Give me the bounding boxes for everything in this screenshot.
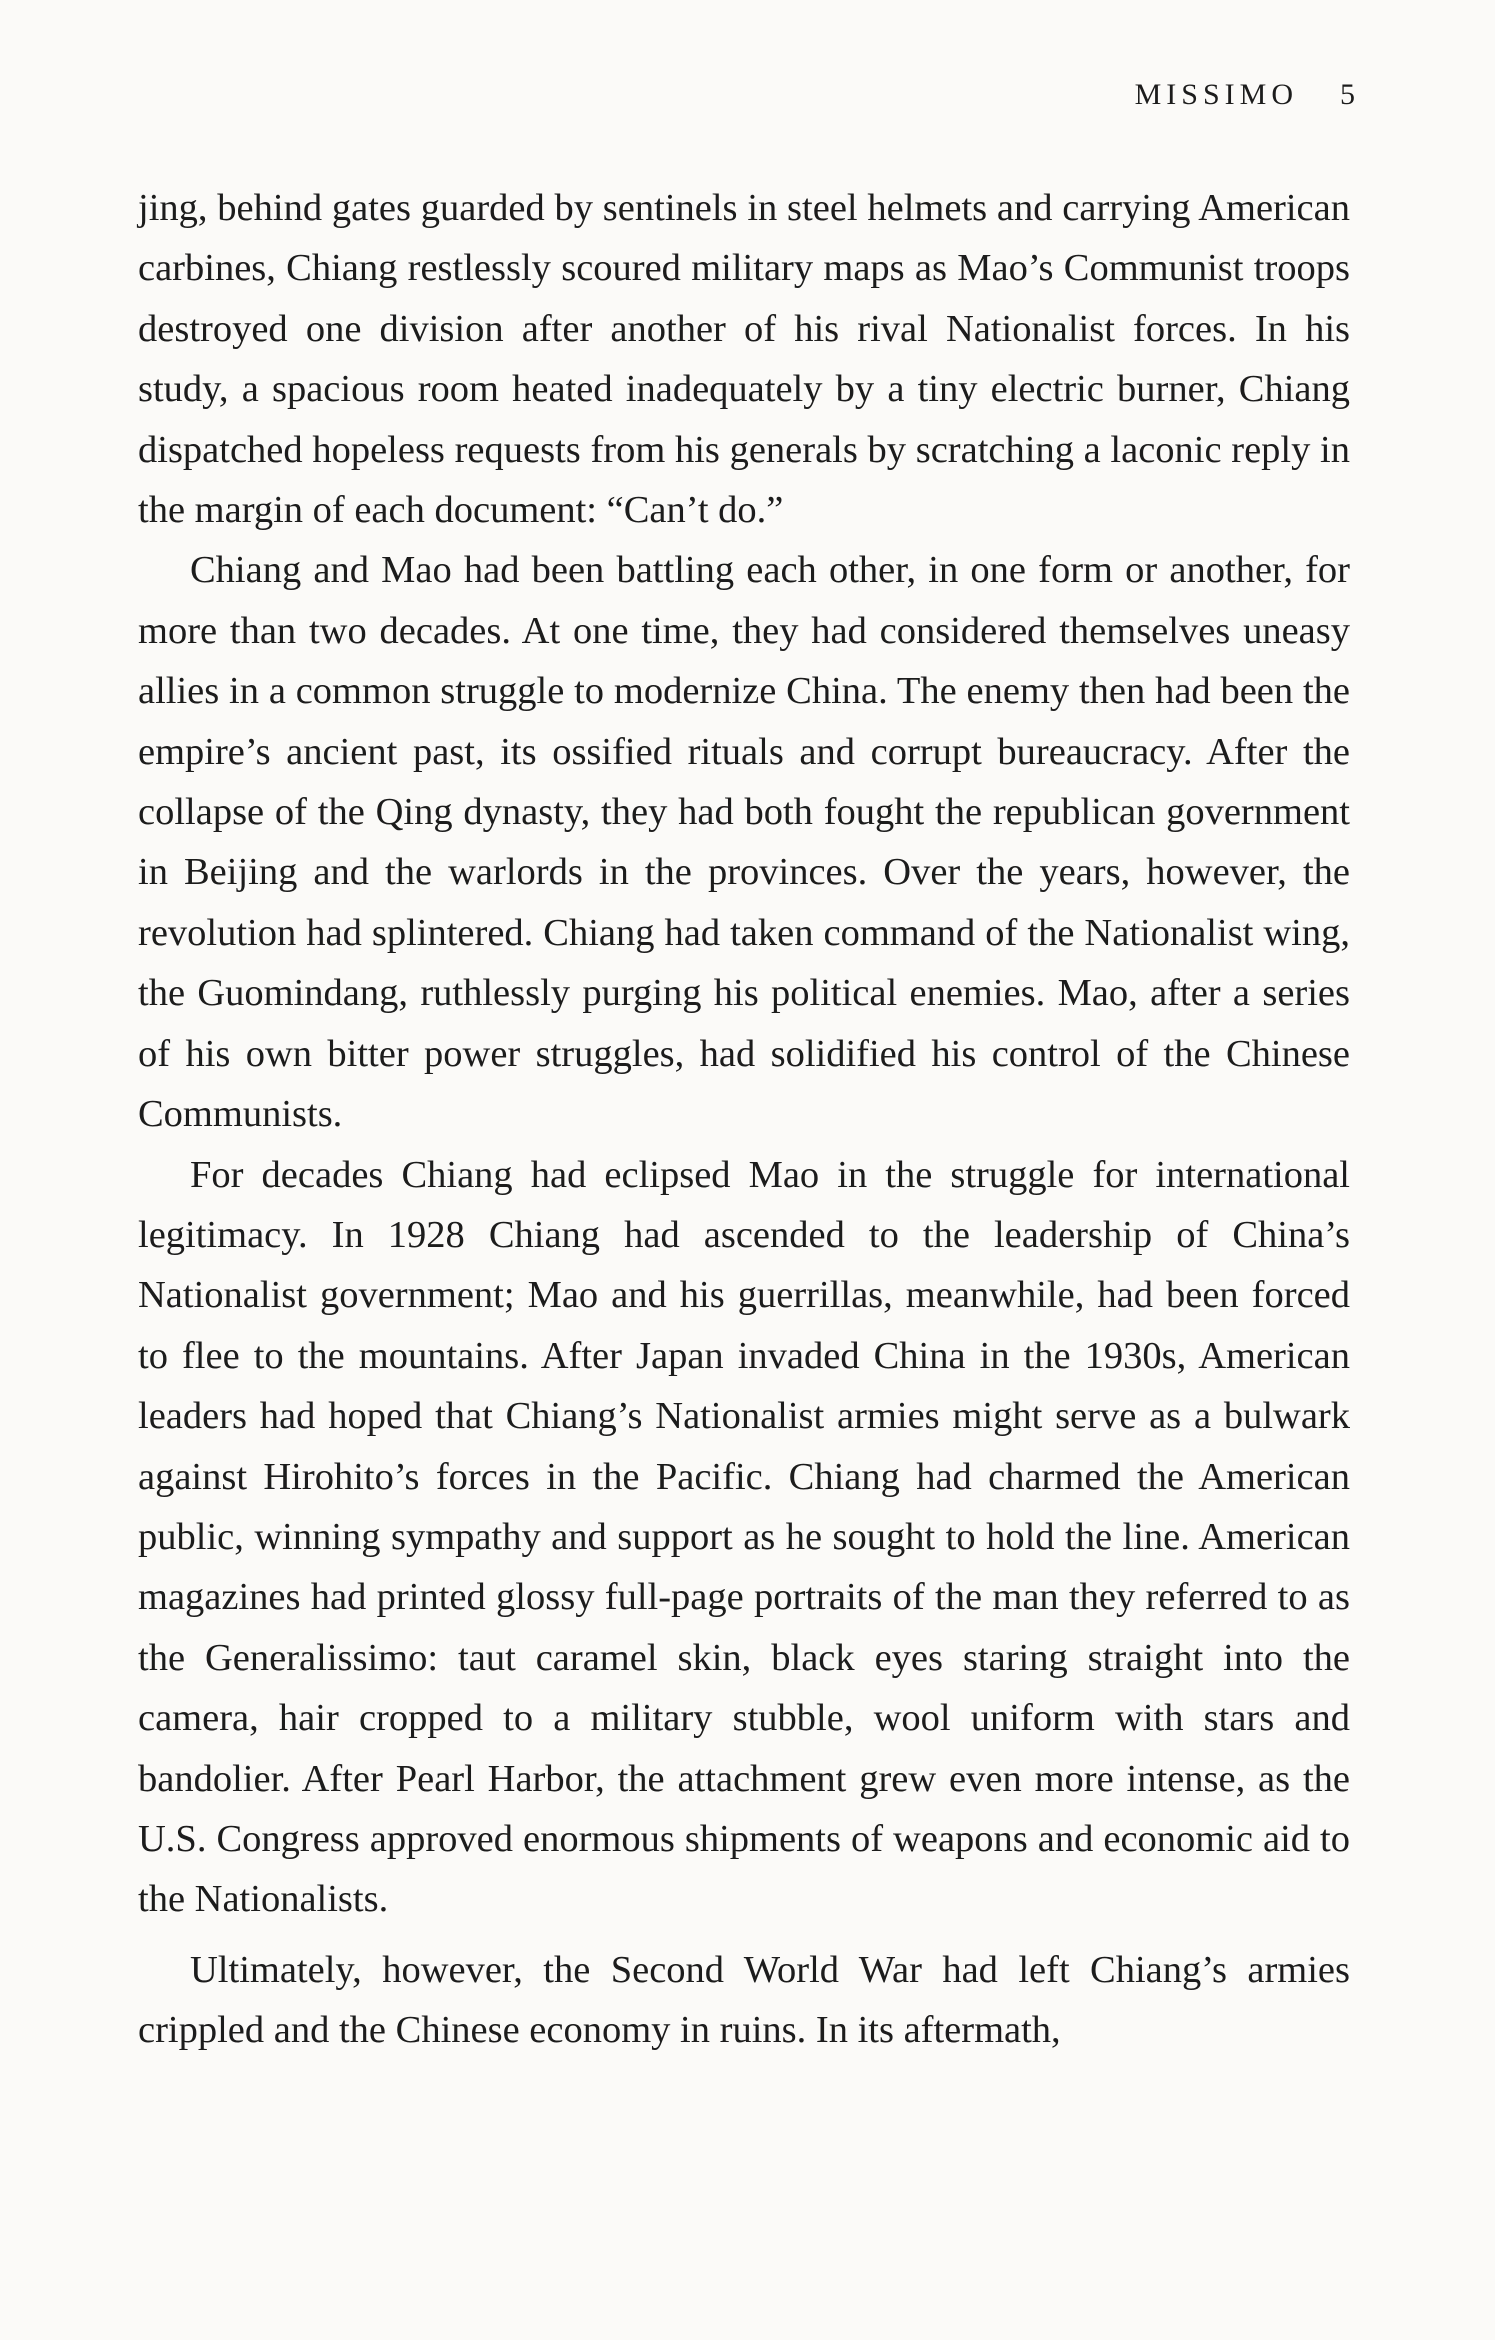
paragraph-2: Chiang and Mao had been battling each other, in one form or another, for more than two decades. At one time, they had considered themselves uneasy allies in a common struggle to modernize China. The enemy then had been the empire’s ancient past, its ossified rituals and corrupt bureaucracy. After the collapse of the Qing dynasty, they had both fought the republican government in Beijing and the warlords in the provinces. Over the years, however, the revolution had splintered. Chiang had taken command of the Nationalist wing, the Guomindang, ruthlessly purging his political enemies. Mao, after a series of his own bitter power struggles, had solidified his control of the Chinese Communists. bbox=[138, 549, 1350, 1136]
paragraph-1: jing, behind gates guarded by sentinels in steel helmets and carrying American carbines, Chiang restlessly scoured military maps as Mao’s Communist troops destroyed one division after another of his rival Nationalist forces. In his study, a spacious room heated inadequately by a tiny electric burner, Chiang dispatched hopeless requests from his generals by scratching a laconic reply in the margin of each document: “Can’t do.” bbox=[138, 187, 1350, 532]
running-head bbox=[1135, 78, 1355, 112]
body-text bbox=[138, 178, 1350, 2061]
paragraph-4: Ultimately, however, the Second World War had left Chiang’s armies crippled and the Chinese economy in ruins. In its aftermath, bbox=[138, 1948, 1350, 2052]
page-number: 5 bbox=[1340, 78, 1355, 111]
paragraph-3: For decades Chiang had eclipsed Mao in the struggle for international legitimacy. In 1928 Chiang had ascended to the leadership of China’s Nationalist government; Mao and his guerrillas, meanwhile, had been forced to flee to the mountains. After Japan invaded China in the 1930s, American leaders had hoped that Chiang’s Nationalist armies might serve as a bulwark against Hirohito’s forces in the Pacific. Chiang had charmed the American public, winning sympathy and support as he sought to hold the line. American magazines had printed glossy full-page portraits of the man they referred to as the Generalissimo: taut caramel skin, black eyes staring straight into the camera, hair cropped to a military stubble, wool uniform with stars and bandolier. After Pearl Harbor, the attachment grew even more intense, as the U.S. Congress approved enormous shipments of weapons and economic aid to the Nationalists. bbox=[138, 1153, 1350, 1921]
running-title: MISSIMO bbox=[1134, 78, 1298, 111]
